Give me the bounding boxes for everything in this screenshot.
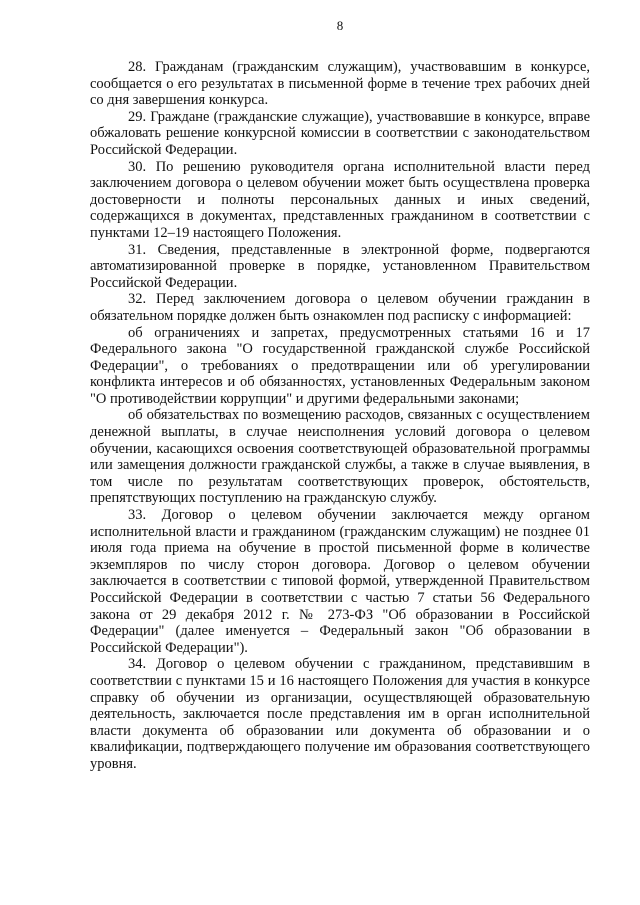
paragraph-33: 33. Договор о целевом обучении заключается между органом исполнительной власти и гражданином (гражданским служащим) не позднее 01 июля года приема на обучение в простой письменной форме в количестве экземпляров по числу сторон договора. Договор о целевом обучении заключается в соответствии с типовой формой, утвержденной Правительством Российской Федерации в соответствии с частью 7 статьи 56 Федерального закона от 29 декабря 2012 г. № 273-ФЗ "Об образовании в Российской Федерации" (далее именуется – Федеральный закон "Об образовании в Российской Федерации").: [90, 507, 590, 656]
page-number: 8: [336, 18, 344, 33]
paragraph-30: 30. По решению руководителя органа исполнительной власти перед заключением договора о целевом обучении может быть осуществлена проверка достоверности и полноты персональных данных и иных сведений, содержащихся в документах, представленных гражданином в соответствии с пунктами 12–19 настоящего Положения.: [90, 158, 590, 241]
paragraph-29: 29. Граждане (гражданские служащие), участвовавшие в конкурсе, вправе обжаловать решение конкурсной комиссии в соответствии с законодательством Российской Федерации.: [90, 108, 590, 158]
paragraph-32-item-restrictions: об ограничениях и запретах, предусмотренных статьями 16 и 17 Федерального закона "О государственной гражданской службе Российской Федерации", о требованиях о предотвращении или об урегулировании конфликта интересов и об обязанностях, установленных Федеральным законом "О противодействии коррупции" и другими федеральными законами;: [90, 324, 590, 407]
paragraph-28: 28. Гражданам (гражданским служащим), участвовавшим в конкурсе, сообщается о его результатах в письменной форме в течение трех рабочих дней со дня завершения конкурса.: [90, 59, 590, 109]
paragraph-32: 32. Перед заключением договора о целевом обучении гражданин в обязательном порядке должен быть ознакомлен под расписку с информацией:: [90, 291, 590, 324]
paragraph-34: 34. Договор о целевом обучении с гражданином, представившим в соответствии с пунктами 15 и 16 настоящего Положения для участия в конкурсе справку об обучении из организации, осуществляющей образовательную деятельность, заключается после представления им в орган исполнительной власти документа об образовании или документа об образовании и о квалификации, подтверждающего получение им образования соответствующего уровня.: [90, 656, 590, 772]
paragraph-31: 31. Сведения, представленные в электронной форме, подвергаются автоматизированной проверке в порядке, установленном Правительством Российской Федерации.: [90, 241, 590, 291]
paragraph-32-item-obligations: об обязательствах по возмещению расходов, связанных с осуществлением денежной выплаты, в случае неисполнения условий договора о целевом обучении, касающихся освоения соответствующей образовательной программы или замещения должности гражданской службы, а также в случае выявления, в том числе по результатам соответствующих проверок, обстоятельств, препятствующих поступлению на гражданскую службу.: [90, 407, 590, 507]
